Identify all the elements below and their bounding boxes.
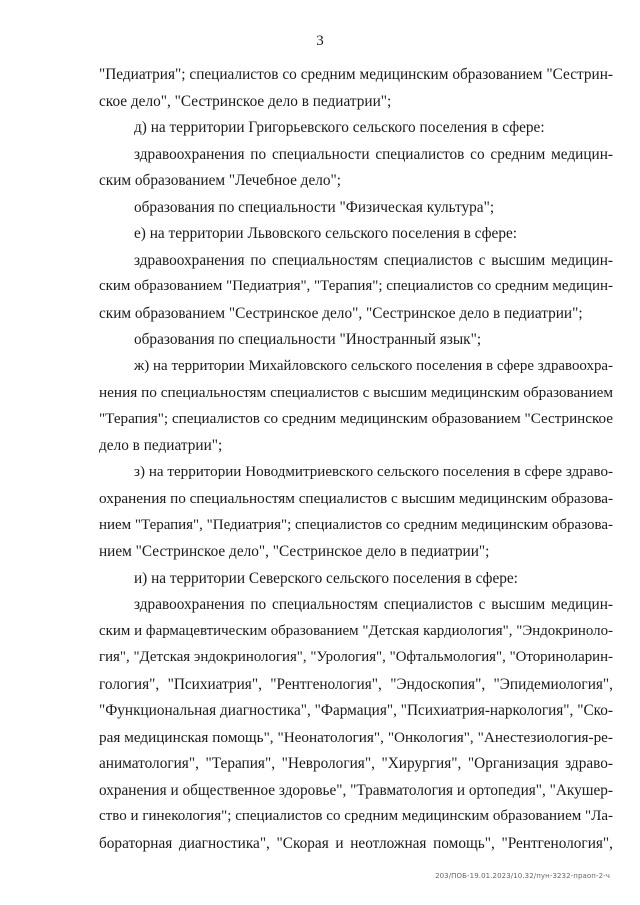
text-line: нения по специальностям специалистов с высшим медицинским образованием (99, 384, 613, 401)
text-line: ж) на территории Михайловского сельского поселения в сфере здравоохра- (134, 358, 613, 374)
text-line: образования по специальности "Иностранный язык"; (134, 331, 482, 348)
text-line: и) на территории Северского сельского поселения в сфере: (134, 570, 518, 587)
text-line: гия", "Детская эндокринология", "Урология", "Офтальмология", "Оториноларин- (99, 649, 613, 665)
text-line: нием "Сестринское дело", "Сестринское дело в педиатрии"; (99, 543, 490, 560)
text-line: аниматология", "Терапия", "Неврология", "Хирургия", "Организация здраво- (99, 755, 613, 772)
text-line: "Терапия"; специалистов со средним медицинским образованием "Сестринское (99, 411, 613, 427)
text-line: "Педиатрия"; специалистов со средним медицинским образованием "Сестрин- (99, 66, 613, 83)
text-line: д) на территории Григорьевского сельского поселения в сфере: (134, 119, 545, 136)
page-number: 3 (316, 33, 324, 49)
text-line: здравоохранения по специальностям специалистов с высшим медицин- (134, 596, 613, 613)
text-line: ское дело", "Сестринское дело в педиатрии"; (99, 93, 392, 110)
text-line: рая медицинская помощь", "Неонатология", "Онкология", "Анестезиология-ре- (99, 729, 613, 746)
text-line: здравоохранения по специальностям специалистов с высшим медицин- (134, 252, 613, 269)
text-line: образования по специальности "Физическая культура"; (134, 199, 495, 216)
text-line: з) на территории Новодмитриевского сельского поселения в сфере здраво- (134, 464, 613, 480)
text-line: бораторная диагностика", "Скорая и неотложная помощь", "Рентгенология", (99, 835, 613, 852)
text-line: здравоохранения по специальности специалистов со средним медицин- (134, 146, 613, 163)
text-line: охранения по специальностям специалистов с высшим медицинским образова- (99, 490, 614, 507)
text-line: ским образованием "Педиатрия", "Терапия"; специалистов со средним медицин- (99, 278, 613, 294)
text-line: ским образованием "Сестринское дело", "Сестринское дело в педиатрии"; (99, 305, 583, 322)
text-line: ским и фармацевтическим образованием "Детская кардиология", "Эндокриноло- (99, 623, 613, 639)
text-line: охранения и общественное здоровье", "Травматология и ортопедия", "Акушер- (99, 782, 613, 799)
text-line: гология", "Психиатрия", "Рентгенология", "Эндоскопия", "Эпидемиология", (99, 676, 613, 693)
text-line: "Функциональная диагностика", "Фармация", "Психиатрия-наркология", "Ско- (99, 702, 613, 719)
text-line: нием "Терапия", "Педиатрия"; специалистов со средним медицинским образова- (99, 517, 613, 533)
document-stamp: 203/ПОБ-19.01.2023/10.32/пун-3232-праоп-2-ч (435, 872, 610, 880)
text-line: дело в педиатрии"; (99, 437, 223, 454)
text-line: е) на территории Львовского сельского поселения в сфере: (134, 225, 518, 242)
text-line: ство и гинекология"; специалистов со средним медицинским образованием "Ла- (99, 808, 613, 824)
text-line: ским образованием "Лечебное дело"; (99, 172, 342, 189)
